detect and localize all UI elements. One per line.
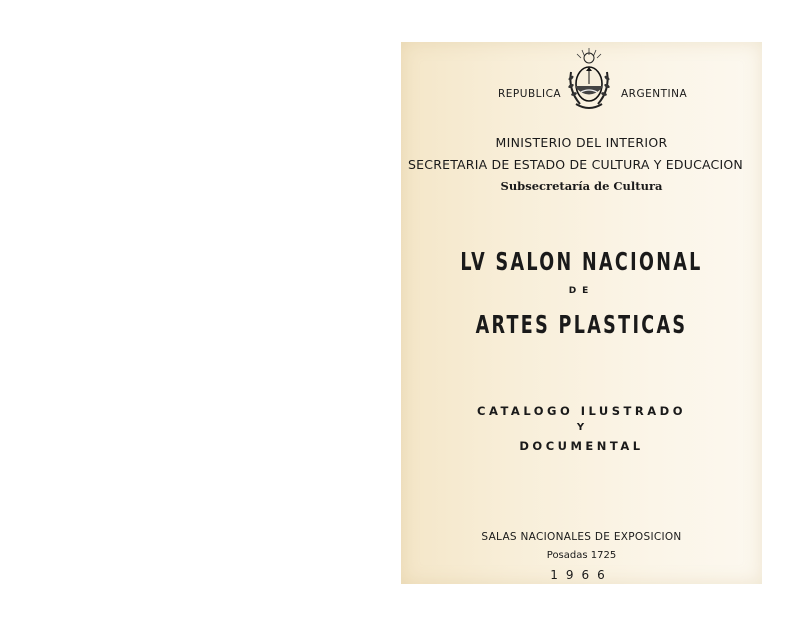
catalog-connector: Y xyxy=(576,422,587,433)
header-republica: REPUBLICA xyxy=(498,88,562,100)
title-line-2: ARTES PLASTICAS xyxy=(475,310,688,339)
ministry-line: MINISTERIO DEL INTERIOR xyxy=(495,135,668,150)
catalog-line-1: CATALOGO ILUSTRADO xyxy=(477,404,686,418)
year-line: 1966 xyxy=(550,568,613,582)
title-connector: DE xyxy=(568,286,595,296)
header-argentina: ARGENTINA xyxy=(621,88,688,100)
catalog-line-2: DOCUMENTAL xyxy=(519,439,644,453)
document-page xyxy=(401,42,762,584)
address-line: Posadas 1725 xyxy=(546,550,617,561)
coat-of-arms-icon xyxy=(562,46,616,116)
venue-line: SALAS NACIONALES DE EXPOSICION xyxy=(481,531,682,543)
secretaria-line: SECRETARIA DE ESTADO DE CULTURA Y EDUCACION xyxy=(408,157,743,172)
subsecretaria-line: Subsecretaría de Cultura xyxy=(500,179,663,193)
title-line-1: LV SALON NACIONAL xyxy=(460,247,703,276)
masthead xyxy=(401,82,762,110)
